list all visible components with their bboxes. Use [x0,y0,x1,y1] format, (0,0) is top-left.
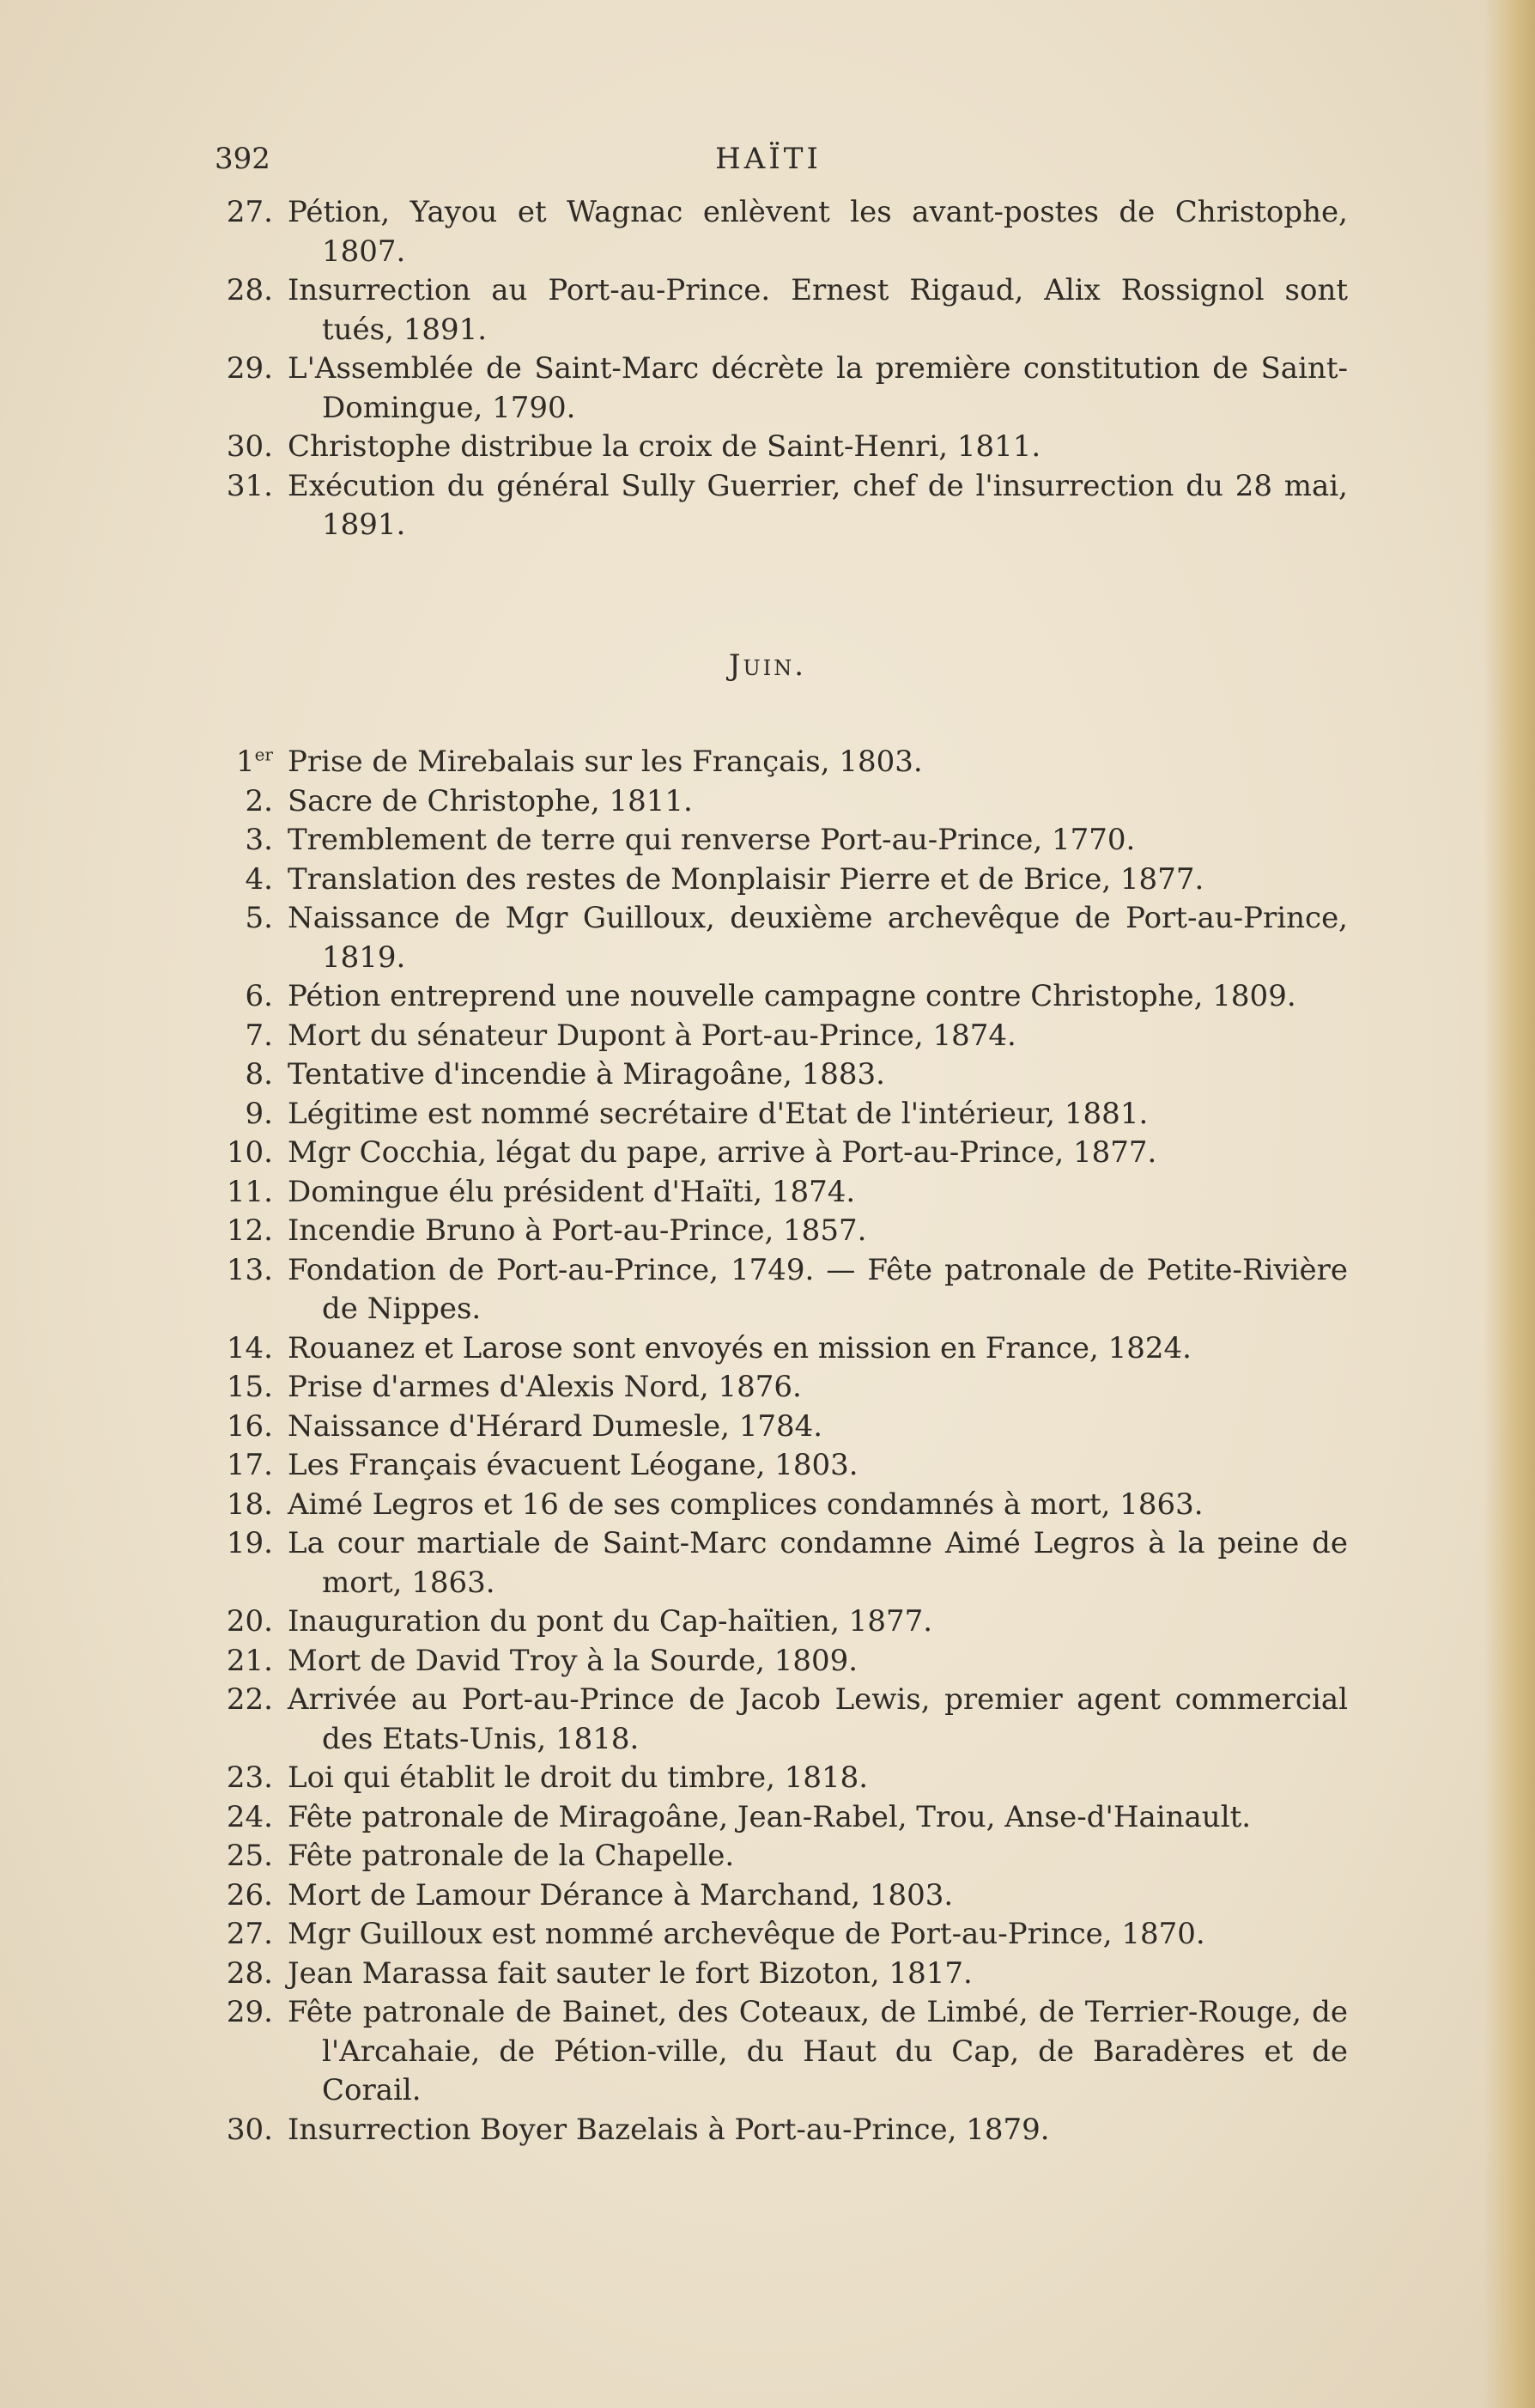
entry-text: Mort de Lamour Dérance à Marchand, 1803. [288,1877,954,1912]
entry-number: 12. [226,1213,273,1248]
list-item [197,1329,1348,1369]
list-item [197,1017,1348,1056]
entry-text: L'Assemblée de Saint-Marc décrète la première constitution de Saint-Domingue, 1790. [288,351,1348,425]
may-entries-list [197,193,1348,545]
entry-text: Les Français évacuent Léogane, 1803. [288,1448,859,1482]
entry-number: 11. [226,1174,273,1209]
list-item [197,1993,1348,2111]
page-header [215,142,1322,185]
entry-number: 2. [245,783,273,818]
entry-text: Insurrection au Port-au-Prince. Ernest Rigaud, Alix Rossignol sont tués, 1891. [288,273,1348,347]
list-item [197,1173,1348,1213]
entry-number: 15. [226,1370,273,1404]
entry-number: 16. [226,1408,273,1444]
entry-text: Fête patronale de la Chapelle. [288,1839,735,1873]
entry-text: Tremblement de terre qui renverse Port-au-Prince, 1770. [288,823,1136,857]
list-item [197,743,1348,782]
entry-text: Fête patronale de Bainet, des Coteaux, de Limbé, de Terrier-Rouge, de l'Arcahaie, de Pétion-ville, du Haut du Cap, de Baradères et de Corail. [288,1995,1348,2107]
entry-text: Mgr Cocchia, légat du pape, arrive à Port-au-Prince, 1877. [288,1135,1157,1170]
entry-text: Mort du sénateur Dupont à Port-au-Prince, 1874. [288,1018,1016,1053]
list-item [197,428,1348,467]
entry-number: 6. [245,979,273,1013]
list-item [197,2111,1348,2150]
entry-text: Translation des restes de Monplaisir Pierre et de Brice, 1877. [288,861,1204,897]
entry-number: 21. [226,1643,273,1678]
running-title: HAÏTI [715,142,822,176]
entry-text: Fondation de Port-au-Prince, 1749. — Fête patronale de Petite-Rivière de Nippes. [288,1252,1348,1326]
list-item [197,1681,1348,1759]
list-item [197,1368,1348,1408]
entry-number: 9. [245,1096,273,1131]
entry-text: Prise d'armes d'Alexis Nord, 1876. [288,1370,802,1404]
entry-text: Insurrection Boyer Bazelais à Port-au-Prince, 1879. [288,2112,1050,2147]
section-heading-june: Juin. [728,648,807,683]
entry-text: Légitime est nommé secrétaire d'Etat de l'intérieur, 1881. [288,1096,1149,1131]
entry-number: 5. [245,901,273,935]
list-item [197,1134,1348,1173]
entry-text: Prise de Mirebalais sur les Français, 1803. [288,745,923,779]
entry-text: Christophe distribue la croix de Saint-Henri, 1811. [288,429,1041,464]
entry-text: Naissance d'Hérard Dumesle, 1784. [288,1408,823,1444]
entry-number: 30. [226,429,273,464]
list-item [197,1876,1348,1916]
entry-number: 4. [245,861,273,897]
list-item [197,350,1348,428]
entry-number: 26. [226,1877,273,1912]
list-item [197,860,1348,900]
entry-number: 14. [226,1330,273,1365]
entry-number: 27. [226,1917,273,1951]
entry-number: 29. [226,351,273,386]
entry-number: 22. [226,1682,273,1717]
entry-number: 17. [226,1448,273,1482]
list-item [197,1642,1348,1681]
entry-number: 13. [226,1252,273,1287]
list-item [197,1915,1348,1955]
entry-number: 3. [245,823,273,857]
entry-text: Inauguration du pont du Cap-haïtien, 1877. [288,1604,933,1639]
list-item [197,1955,1348,1994]
entry-text: Loi qui établit le droit du timbre, 1818. [288,1760,869,1795]
entry-text: Incendie Bruno à Port-au-Prince, 1857. [288,1213,867,1248]
list-item [197,1759,1348,1798]
entry-number: 27. [226,195,273,229]
entry-number: 28. [226,273,273,307]
entry-number: 20. [226,1604,273,1639]
entry-text: Tentative d'incendie à Miragoâne, 1883. [288,1057,885,1092]
entry-text: Domingue élu président d'Haïti, 1874. [288,1174,856,1209]
entry-text: Arrivée au Port-au-Prince de Jacob Lewis, premier agent commercial des Etats-Unis, 1818. [288,1682,1348,1756]
page-number: 392 [215,142,270,176]
list-item [197,1837,1348,1876]
entry-number: 30. [226,2112,273,2147]
list-item [197,1798,1348,1838]
entry-number: 31. [226,468,273,503]
entry-text: La cour martiale de Saint-Marc condamne Aimé Legros à la peine de mort, 1863. [288,1526,1348,1600]
list-item [197,821,1348,860]
entry-number: 7. [245,1018,273,1053]
list-item [197,1602,1348,1642]
entry-number: 19. [226,1526,273,1560]
entry-text: Mort de David Troy à la Sourde, 1809. [288,1643,859,1678]
entry-text: Aimé Legros et 16 de ses complices condamnés à mort, 1863. [288,1487,1204,1522]
entry-number: 25. [226,1839,273,1873]
list-item [197,1524,1348,1602]
list-item [197,782,1348,822]
list-item [197,1055,1348,1095]
list-item [197,1446,1348,1486]
page-edge-shadow [1483,0,1535,2408]
list-item [197,1251,1348,1329]
entry-text: Exécution du général Sully Guerrier, chef de l'insurrection du 28 mai, 1891. [288,468,1348,542]
list-item [197,1212,1348,1251]
list-item [197,467,1348,545]
entry-text: Sacre de Christophe, 1811. [288,783,693,818]
entry-text: Mgr Guilloux est nommé archevêque de Port-au-Prince, 1870. [288,1917,1205,1951]
entry-number: 10. [226,1135,273,1170]
entry-number: 28. [226,1955,273,1991]
list-item [197,977,1348,1017]
entry-text: Jean Marassa fait sauter le fort Bizoton, 1817. [288,1955,973,1991]
list-item [197,1408,1348,1447]
entry-text: Fête patronale de Miragoâne, Jean-Rabel, Trou, Anse-d'Hainault. [288,1799,1252,1834]
entry-text: Naissance de Mgr Guilloux, deuxième archevêque de Port-au-Prince, 1819. [288,901,1348,975]
list-item [197,1486,1348,1525]
entry-number: 8. [245,1057,273,1092]
entry-number: 1er [235,744,273,779]
entry-number: 18. [226,1487,273,1522]
list-item [197,1095,1348,1134]
entry-number: 29. [226,1995,273,2029]
entry-number: 24. [226,1799,273,1834]
entry-number: 23. [226,1760,273,1795]
list-item [197,271,1348,350]
list-item [197,193,1348,271]
june-entries-list [197,743,1348,2150]
entry-text: Pétion, Yayou et Wagnac enlèvent les avant-postes de Christophe, 1807. [288,195,1348,269]
list-item [197,899,1348,977]
entry-text: Pétion entreprend une nouvelle campagne contre Christophe, 1809. [288,979,1296,1013]
entry-text: Rouanez et Larose sont envoyés en mission en France, 1824. [288,1330,1192,1365]
